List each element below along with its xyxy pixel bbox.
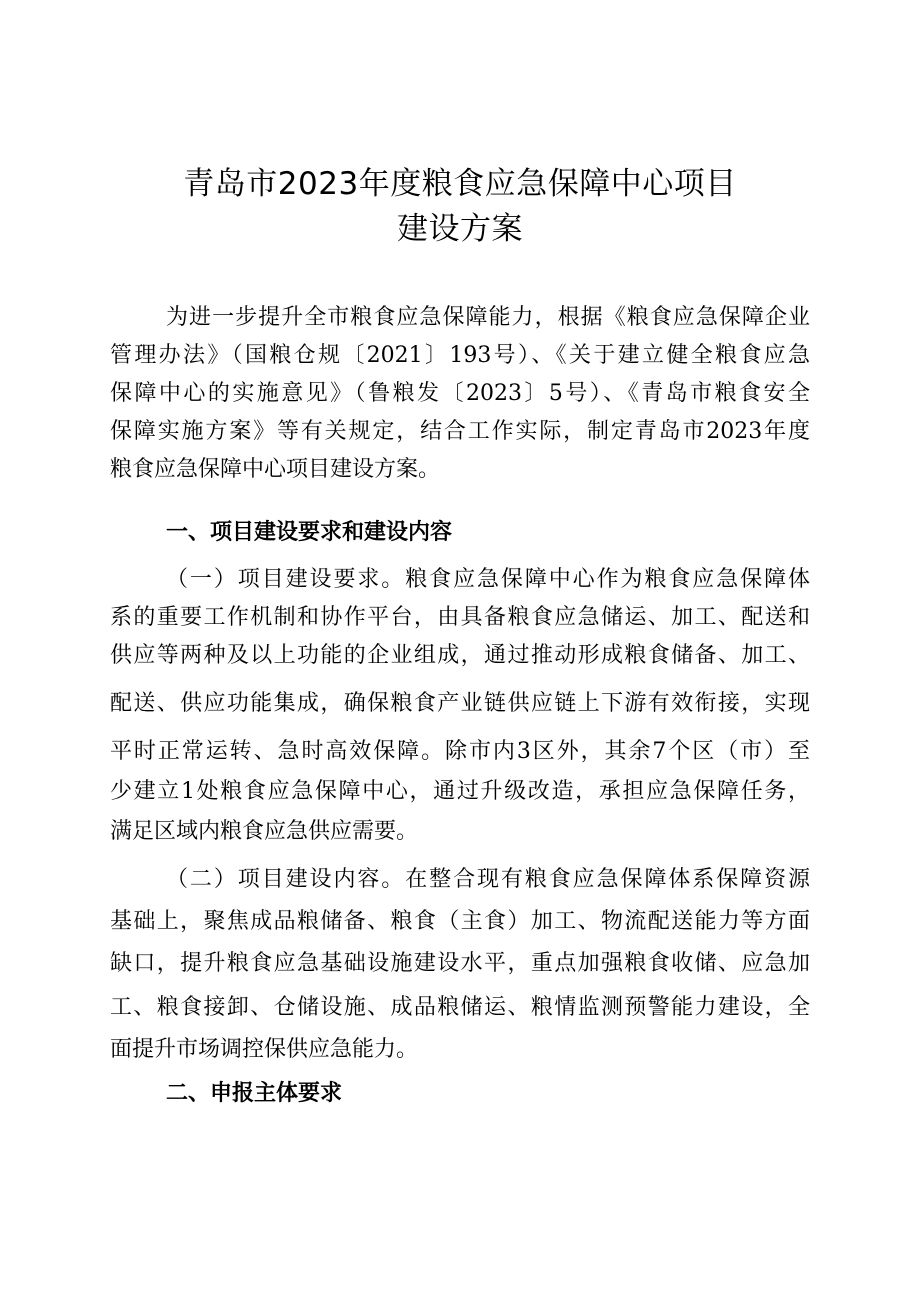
section1-para1-line: （一）项目建设要求。粮食应急保障中心作为粮食应急保障体 [166,567,810,592]
document-title-line-2: 建设方案 [397,211,523,247]
section1-para1-line: 满足区域内粮食应急供应需要。 [110,819,419,844]
section-heading-1: 一、项目建设要求和建设内容 [166,520,453,545]
section1-para2-line: 缺口，提升粮食应急基础设施建设水平，重点加强粮食收储、应急加 [110,951,810,976]
intro-line: 保障中心的实施意见》（鲁粮发〔2023〕5号）、《青岛市粮食安全 [110,381,810,406]
intro-line: 为进一步提升全市粮食应急保障能力，根据《粮食应急保障企业 [166,305,810,330]
section1-para2-line: 基础上，聚焦成品粮储备、粮食（主食）加工、物流配送能力等方面 [110,909,810,934]
section1-para1-line: 配送、供应功能集成，确保粮食产业链供应链上下游有效衔接，实现 [110,691,810,716]
section1-para2-line: 面提升市场调控保供应急能力。 [110,1037,419,1062]
section1-para2-line: （二）项目建设内容。在整合现有粮食应急保障体系保障资源 [166,867,810,892]
document-title-line-1: 青岛市2023年度粮食应急保障中心项目 [183,166,737,202]
intro-line: 粮食应急保障中心项目建设方案。 [110,457,441,482]
section-heading-2: 二、申报主体要求 [166,1081,343,1106]
intro-line: 管理办法》（国粮仓规〔2021〕193号）、《关于建立健全粮食应急 [110,343,810,368]
section1-para2-line: 工、粮食接卸、仓储设施、成品粮储运、粮情监测预警能力建设，全 [110,995,810,1020]
section1-para1-line: 少建立1处粮食应急保障中心，通过升级改造，承担应急保障任务， [110,779,810,804]
intro-line: 保障实施方案》等有关规定，结合工作实际，制定青岛市2023年度 [110,419,810,444]
section1-para1-line: 供应等两种及以上功能的企业组成，通过推动形成粮食储备、加工、 [110,643,810,668]
section1-para1-line: 系的重要工作机制和协作平台，由具备粮食应急储运、加工、配送和 [110,605,810,630]
section1-para1-line: 平时正常运转、急时高效保障。除市内3区外，其余7个区（市）至 [110,739,810,764]
